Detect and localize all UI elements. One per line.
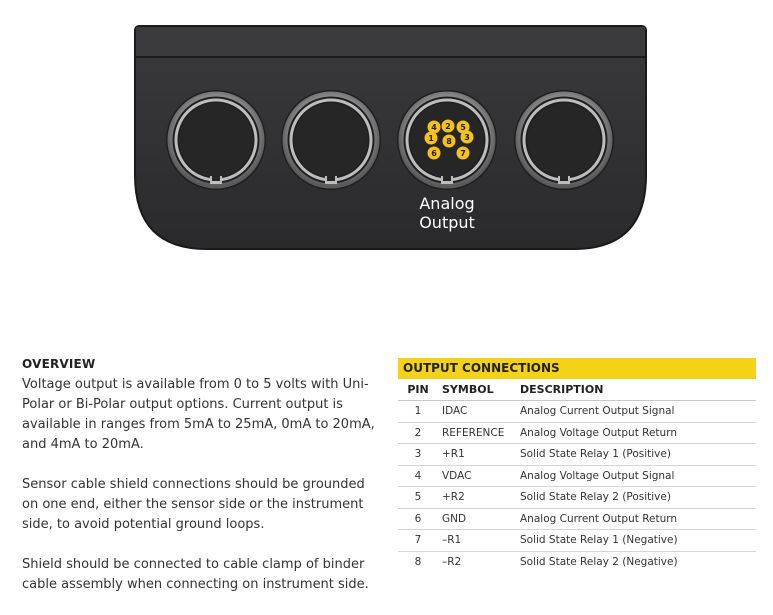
pin-number-label: 3: [464, 133, 470, 142]
overview-paragraph-2: Sensor cable shield connections should be grounded on one end, either the sensor side or the instrument side, to avoid potential ground loops.: [22, 477, 365, 532]
cell-pin: 2: [398, 422, 438, 444]
cell-description: Analog Current Output Return: [520, 508, 756, 530]
port-label-line-2: Output: [419, 213, 475, 232]
cell-pin: 5: [398, 487, 438, 509]
cell-symbol: +R2: [438, 487, 520, 509]
pin-8: [443, 135, 456, 148]
cell-pin: 6: [398, 508, 438, 530]
pin-1: [425, 132, 438, 145]
port-label-analog-output: [402, 194, 492, 232]
overview-paragraph-1: Voltage output is available from 0 to 5 volts with Uni-Polar or Bi-Polar output options. Current output is available in ranges from 5mA to 25mA, 0mA to 20mA, and 4mA to 20mA.: [22, 377, 375, 452]
cell-description: Solid State Relay 1 (Positive): [520, 444, 756, 466]
output-connections-table-section: [398, 358, 756, 572]
connector-panel-illustration: [134, 25, 647, 250]
pin-number-label: 8: [446, 137, 452, 146]
port-label-line-1: Analog: [419, 194, 475, 213]
table-row: [398, 530, 756, 552]
table-row: [398, 508, 756, 530]
cell-symbol: REFERENCE: [438, 422, 520, 444]
pin-6: [428, 147, 441, 160]
cell-description: Solid State Relay 1 (Negative): [520, 530, 756, 552]
overview-heading: OVERVIEW: [22, 357, 96, 371]
cell-symbol: VDAC: [438, 465, 520, 487]
cell-pin: 4: [398, 465, 438, 487]
table-row: [398, 487, 756, 509]
output-connections-title: OUTPUT CONNECTIONS: [398, 358, 756, 379]
cell-symbol: IDAC: [438, 401, 520, 423]
table-row: [398, 465, 756, 487]
pin-number-label: 6: [431, 149, 437, 158]
cell-symbol: –R1: [438, 530, 520, 552]
cell-symbol: +R1: [438, 444, 520, 466]
cell-symbol: GND: [438, 508, 520, 530]
device-top-rim: [136, 27, 645, 57]
cell-symbol: –R2: [442, 555, 462, 568]
pin-number-label: 1: [428, 134, 434, 143]
cell-description: Analog Current Output Signal: [520, 401, 756, 423]
connector-port-2: [281, 90, 381, 190]
connector-port-4: [514, 90, 614, 190]
cell-description: Analog Voltage Output Signal: [520, 465, 756, 487]
pin-number-label: 4: [431, 123, 437, 132]
column-header-symbol: SYMBOL: [438, 379, 520, 401]
pin-5: [457, 121, 470, 134]
cell-description: Analog Voltage Output Return: [520, 422, 756, 444]
pin-number-label: 7: [460, 149, 466, 158]
connector-port-1: [166, 90, 266, 190]
overview-section: [22, 357, 382, 615]
overview-paragraph-3: Shield should be connected to cable clamp of binder cable assembly when connecting on instrument side.: [22, 557, 369, 592]
cell-description: Solid State Relay 2 (Negative): [520, 555, 678, 568]
column-header-description: DESCRIPTION: [520, 379, 756, 401]
connector-panel-graphic: [134, 25, 647, 250]
cell-description: Solid State Relay 2 (Positive): [520, 487, 756, 509]
table-row: [398, 401, 756, 423]
column-header-pin: PIN: [398, 379, 438, 401]
cell-pin: 3: [398, 444, 438, 466]
pin-7: [457, 147, 470, 160]
pin-number-label: 2: [445, 122, 451, 131]
pin-number-label: 5: [460, 123, 466, 132]
table-row: [398, 551, 756, 572]
table-header-row: [398, 379, 756, 401]
table-row: [398, 444, 756, 466]
pin-4: [428, 121, 441, 134]
cell-pin: 8: [414, 555, 422, 568]
cell-pin: 7: [398, 530, 438, 552]
connector-port-analog-output: [397, 90, 497, 190]
output-connections-table: [398, 379, 756, 572]
cell-pin: 1: [398, 401, 438, 423]
table-row: [398, 422, 756, 444]
pin-2: [442, 120, 455, 133]
